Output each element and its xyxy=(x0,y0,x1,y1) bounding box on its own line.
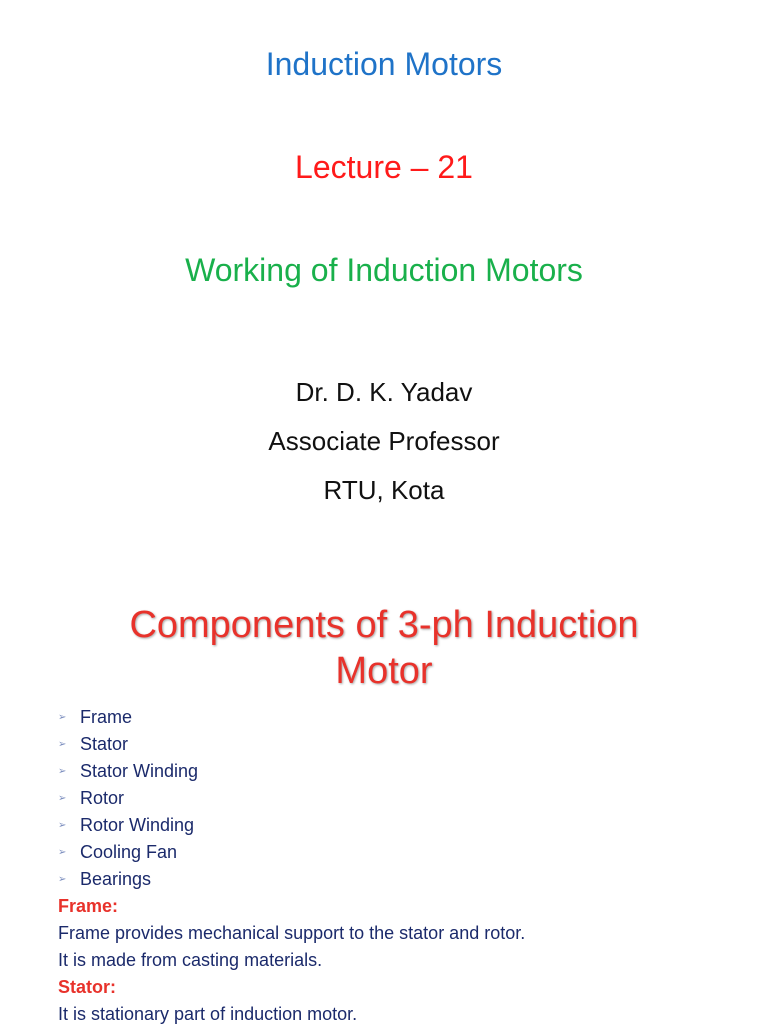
author-position: Associate Professor xyxy=(268,426,500,456)
components-slide xyxy=(0,580,768,1024)
bullet-arrow-icon: ➢ xyxy=(58,820,67,831)
bullet-arrow-icon: ➢ xyxy=(58,793,67,804)
bullet-arrow-icon: ➢ xyxy=(58,766,67,777)
list-item xyxy=(58,785,198,812)
list-item xyxy=(58,704,198,731)
list-item xyxy=(58,731,198,758)
author-block xyxy=(0,368,768,515)
components-list xyxy=(58,704,198,893)
list-item xyxy=(58,839,198,866)
lecture-subtitle: Working of Induction Motors xyxy=(185,252,583,288)
list-item-label: Frame xyxy=(80,707,133,727)
list-item-label: Rotor Winding xyxy=(80,815,195,835)
component-descriptions xyxy=(58,893,525,1028)
stator-heading: Stator: xyxy=(58,977,116,997)
components-title-line1: Components of 3-ph Induction xyxy=(129,604,639,646)
list-item-label: Stator Winding xyxy=(80,761,199,781)
bullet-arrow-icon: ➢ xyxy=(58,874,67,885)
slide-title: Induction Motors xyxy=(265,46,503,82)
list-item xyxy=(58,812,198,839)
lecture-number: Lecture – 21 xyxy=(295,149,473,185)
stator-description-1: It is stationary part of induction motor. xyxy=(58,1004,358,1024)
frame-heading: Frame: xyxy=(58,896,119,916)
author-name: Dr. D. K. Yadav xyxy=(295,377,473,407)
author-affiliation: RTU, Kota xyxy=(323,475,445,505)
list-item-label: Cooling Fan xyxy=(80,842,178,862)
frame-description-1: Frame provides mechanical support to the stator and rotor. xyxy=(58,923,526,943)
list-item-label: Rotor xyxy=(80,788,125,808)
components-title xyxy=(0,602,768,694)
list-item-label: Stator xyxy=(80,734,129,754)
bullet-arrow-icon: ➢ xyxy=(58,847,67,858)
bullet-arrow-icon: ➢ xyxy=(58,739,67,750)
list-item xyxy=(58,866,198,893)
list-item xyxy=(58,758,198,785)
frame-description-2: It is made from casting materials. xyxy=(58,950,323,970)
bullet-arrow-icon: ➢ xyxy=(58,712,67,723)
components-title-line2: Motor xyxy=(335,650,433,692)
list-item-label: Bearings xyxy=(80,869,152,889)
